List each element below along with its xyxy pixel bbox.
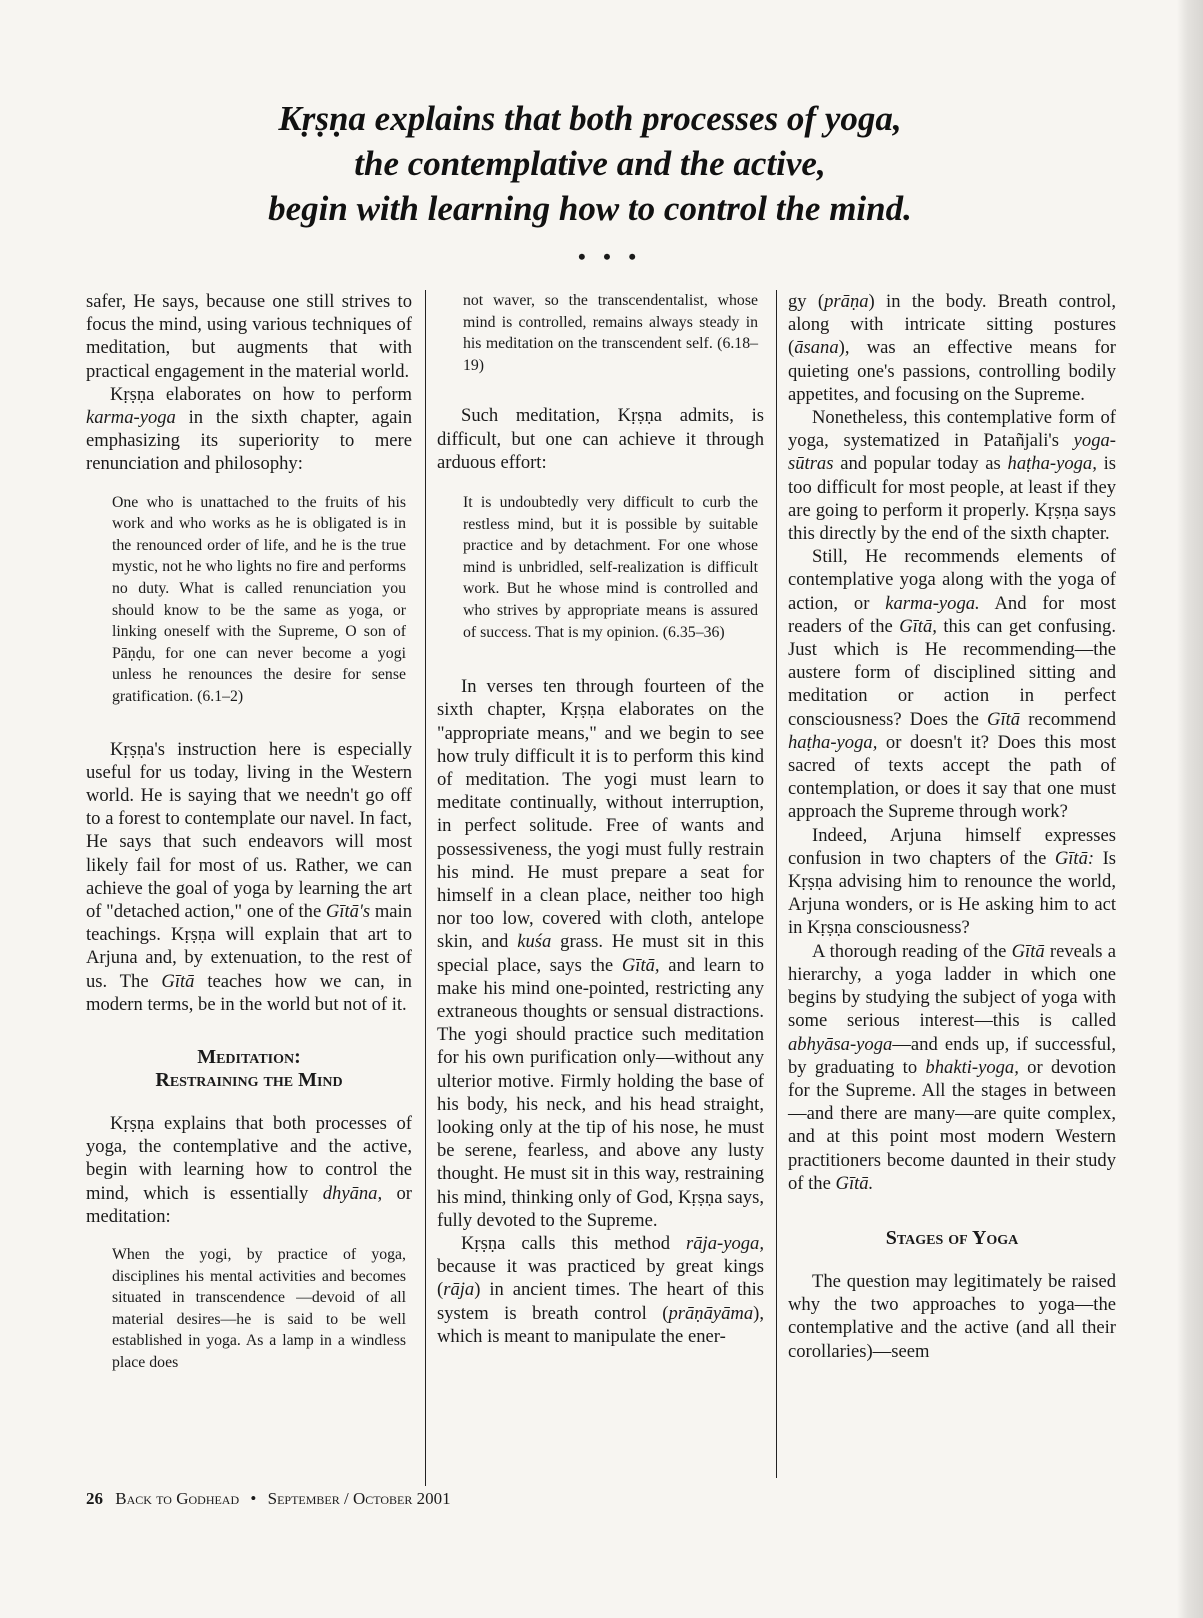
scripture-quote: When the yogi, by practice of yoga, disciplines his mental activities and becomes situated in transcendence —devoid of all material desires—he is said to be well established in yoga. As a lamp in a windless place does — [112, 1246, 406, 1371]
page-number: 26 — [86, 1489, 103, 1508]
magazine-title: Back to Godhead — [115, 1489, 240, 1508]
scripture-quote: not waver, so the transcendentalist, whose mind is controlled, remains always steady in his meditation on the transcendent self. (6.18–19) — [463, 292, 758, 374]
pull-quote-line: begin with learning how to control the mind. — [268, 189, 912, 228]
pull-quote — [160, 96, 1020, 231]
footer-bullet: • — [250, 1489, 257, 1508]
column-divider — [425, 290, 426, 1486]
scripture-quote: One who is unattached to the fruits of his work and who works as he is obligated is in the renounced order of life, and he is the true mystic, not he who lights no fire and performs no duty. What is called renunciation you should know to be the same as yoga, or linking oneself with the Supreme, O son of Pāṇḍu, for one can never become a yogi unless he renounces the desire for sense gratification. (6.1–2) — [112, 493, 406, 705]
paragraph: Indeed, Arjuna himself expresses confusion in two chapters of the Gītā: Is Kṛṣṇa advising him to renounce the world, Arjuna wonders, or is He asking him to act in Kṛṣṇa consciousness? — [788, 824, 1117, 939]
column-1 — [86, 290, 412, 1404]
column-divider — [776, 290, 777, 1478]
ornament-dots: • • • — [577, 244, 643, 269]
pull-quote-line: Kṛṣṇa explains that both processes of yoga, — [278, 99, 902, 138]
column-2 — [437, 290, 764, 1348]
paragraph: Kṛṣṇa elaborates on how to perform karma-yoga in the sixth chapter, again emphasizing its superiority to mere renunciation and philosophy: — [86, 383, 412, 475]
paragraph: The question may legitimately be raised why the two approaches to yoga—the contemplative and the active (and all their corollaries)—seem — [788, 1270, 1116, 1362]
page-edge-shadow — [1177, 0, 1203, 1618]
paragraph: Still, He recommends elements of contemplative yoga along with the yoga of action, or karma-yoga. And for most readers of the Gītā, this can get confusing. Just which is He recommending—the austere form of disciplined sitting and meditation or action in perfect consciousness? Does the Gītā recommend haṭha-yoga, or doesn't it? Does this most sacred of texts accept the path of contemplation, or does it say that one must approach the Supreme through work? — [788, 546, 1117, 823]
page-footer — [86, 1489, 451, 1509]
section-heading: Stages of Yoga — [885, 1226, 1019, 1249]
paragraph: safer, He says, because one still strives to focus the mind, using various techniques of meditation, but augments that with practical engagement in the material world. — [86, 291, 412, 382]
section-heading: Meditation: Restraining the Mind — [155, 1046, 343, 1091]
paragraph: In verses ten through fourteen of the sixth chapter, Kṛṣṇa elaborates on the "appropriate means," and we begin to see how truly difficult it is to perform this kind of meditation. The yogi must learn to meditate continually, without interruption, in perfect solitude. Free of wants and possessiveness, the yogi must fully restrain his mind. He must prepare a seat for himself in a clean place, neither too high nor too low, covered with cloth, antelope skin, and kuśa grass. He must sit in this special place, says the Gītā, and learn to make his mind one-pointed, restricting any extraneous thoughts or sensual distractions. The yogi should practice such meditation for his own purification only—without any ulterior motive. Firmly holding the base of his body, his neck, and his head straight, looking only at the tip of his nose, he must be serene, fearless, and above any lusty thought. He must sit in this way, restraining his mind, thinking only of God, Kṛṣṇa says, fully devoted to the Supreme. — [437, 676, 764, 1231]
column-3 — [788, 290, 1116, 1363]
scripture-quote: It is undoubtedly very difficult to curb the restless mind, but it is possible by suitable practice and by detachment. For one whose mind is unbridled, self-realization is difficult work. But he whose mind is controlled and who strives by appropriate means is assured of success. That is my opinion. (6.35–36) — [463, 493, 758, 641]
paragraph: Such meditation, Kṛṣṇa admits, is difficult, but one can achieve it through arduous effort: — [437, 405, 764, 473]
pull-quote-line: the contemplative and the active, — [354, 144, 826, 183]
paragraph: A thorough reading of the Gītā reveals a hierarchy, a yoga ladder in which one begins by studying the subject of yoga with some serious interest—this is called abhyāsa-yoga—and ends up, if successful, by graduating to bhakti-yoga, or devotion for the Supreme. All the stages in between—and there are many—are quite complex, and at this point most modern Western practitioners become daunted in their study of the Gītā. — [788, 940, 1117, 1194]
paragraph: Nonetheless, this contemplative form of yoga, systematized in Patañjali's yoga-sūtras and popular today as haṭha-yoga, is too difficult for most people, at least if they are going to perform it properly. Kṛṣṇa says this directly by the end of the sixth chapter. — [788, 407, 1116, 545]
issue-date: September / October 2001 — [267, 1489, 451, 1508]
paragraph: gy (prāṇa) in the body. Breath control, along with intricate sitting postures (āsana), was an effective means for quieting one's passions, controlling bodily appetites, and focusing on the Supreme. — [788, 291, 1116, 405]
paragraph: Kṛṣṇa's instruction here is especially useful for us today, living in the Western world. He is saying that we needn't go off to a forest to contemplate our navel. In fact, He says that such endeavors will most likely fail for most of us. Rather, we can achieve the goal of yoga by learning the art of "detached action," one of the Gītā's main teachings. Kṛṣṇa will explain that art to Arjuna and, by extenuation, to the rest of us. The Gītā teaches how we can, in modern terms, be in the world but not of it. — [86, 738, 413, 1015]
paragraph: Kṛṣṇa explains that both processes of yoga, the contemplative and the active, begin with learning how to control the mind, which is essentially dhyāna, or meditation: — [86, 1113, 412, 1227]
paragraph: Kṛṣṇa calls this method rāja-yoga, because it was practiced by great kings (rāja) in ancient times. The heart of this system is breath control (prāṇāyāma), which is meant to manipulate the ener- — [437, 1233, 764, 1347]
